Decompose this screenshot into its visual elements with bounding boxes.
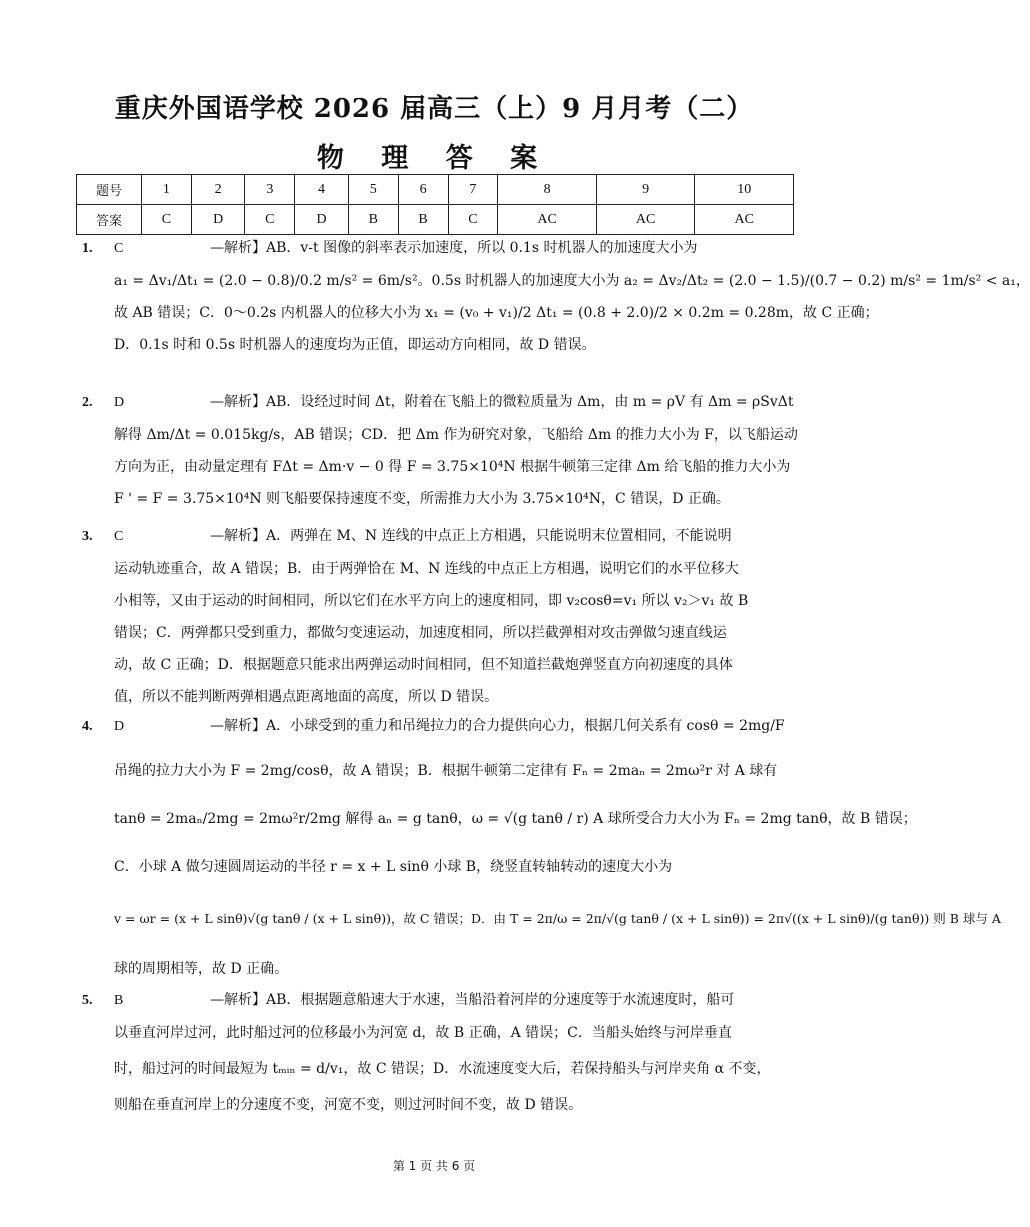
solution-line: C．小球 A 做匀速圆周运动的半径 r = x + L sinθ 小球 B，绕竖直转轴转动的速度大小为 (114, 859, 673, 875)
solution-line: 吊绳的拉力大小为 F = 2mg/cosθ，故 A 错误；B．根据牛顿第二定律有 Fₙ = 2maₙ = 2mω²r 对 A 球有 (114, 763, 778, 779)
solution-line: 方向为正，由动量定理有 FΔt = Δm·v − 0 得 F = 3.75×10⁴N 根据牛顿第三定律 Δm 给飞船的推力大小为 (114, 459, 791, 475)
question-answer: B (114, 993, 124, 1008)
question-number-cell: 9 (596, 175, 695, 205)
question-number-cell: 7 (448, 175, 498, 205)
solution-line: 则船在垂直河岸上的分速度不变，河宽不变，则过河时间不变，故 D 错误。 (114, 1097, 583, 1113)
solution-line (82, 520, 788, 553)
solution-line: 错误；C．两弹都只受到重力，都做匀变速运动，加速度相同，所以拦截弹相对攻击弹做匀速直线运 (114, 625, 727, 641)
solution-line: v = ωr = (x + L sinθ)√(g tanθ / (x + L sinθ))，故 C 错误；D．由 T = 2π/ω = 2π/√(g tanθ / (x + L sinθ)) = 2π√((x + L sinθ)/(g tanθ)) 则 B 球与 A (114, 911, 1001, 926)
answer-cell: B (348, 205, 398, 235)
answer-cell: C (448, 205, 498, 235)
answer-cell: C (245, 205, 295, 235)
solution-line: tanθ = 2maₙ/2mg = 2mω²r/2mg 解得 aₙ = g tanθ，ω = √(g tanθ / r) A 球所受合力大小为 Fₙ = 2mg tanθ，故 B 错误； (114, 811, 917, 827)
answer-cell: C (142, 205, 192, 235)
solution-line: 小相等，又由于运动的时间相同，所以它们在水平方向上的速度相同，即 v₂cosθ=v₁ 所以 v₂＞v₁ 故 B (114, 593, 749, 609)
answer-table (76, 174, 794, 235)
question-number: 5. (82, 993, 93, 1008)
solution-line: D．0.1s 时和 0.5s 时机器人的速度均为正值，即运动方向相同，故 D 错误。 (114, 337, 596, 353)
solution-line: 运动轨迹重合，故 A 错误；B．由于两弹恰在 M、N 连线的中点正上方相遇，说明它们的水平位移大 (114, 561, 739, 577)
answer-table-row-label: 题号 (77, 175, 142, 205)
solution-text: —解析】AB．设经过时间 Δt，附着在飞船上的微粒质量为 Δm，由 m = ρV 有 Δm = ρSvΔt (210, 394, 794, 410)
question-number-cell: 1 (142, 175, 192, 205)
answer-table-answer-row (77, 205, 794, 235)
solution-line: 动，故 C 正确；D．根据题意只能求出两弹运动时间相同，但不知道拦截炮弹竖直方向初速度的具体 (114, 657, 733, 673)
solution-line: 故 AB 错误；C．0～0.2s 内机器人的位移大小为 x₁ = (v₀ + v₁)/2 Δt₁ = (0.8 + 2.0)/2 × 0.2m = 0.28m，故 C 正确； (114, 305, 879, 321)
solution-line: a₁ = Δv₁/Δt₁ = (2.0 − 0.8)/0.2 m/s² = 6m/s²。0.5s 时机器人的加速度大小为 a₂ = Δv₂/Δt₂ = (2.0 − 1.5)/(0.7 − 0.2) m/s² = 1m/s² < a₁， (114, 273, 1030, 289)
question-number: 4. (82, 719, 93, 734)
question-answer: C (114, 241, 124, 256)
question-number: 2. (82, 395, 93, 410)
solution-line (82, 386, 794, 419)
question-number: 1. (82, 241, 93, 256)
page-subtitle: 物 理 答 案 (316, 143, 552, 174)
question-number-cell: 4 (295, 175, 349, 205)
answer-cell: AC (596, 205, 695, 235)
solution-text: —解析】AB．根据题意船速大于水速，当船沿着河岸的分速度等于水流速度时，船可 (210, 992, 735, 1008)
question-number-cell: 8 (498, 175, 597, 205)
solution-line: 球的周期相等，故 D 正确。 (114, 961, 289, 977)
question-answer: D (114, 395, 125, 410)
solution-2 (82, 386, 798, 515)
solution-1 (82, 232, 1030, 361)
solution-line (82, 984, 788, 1017)
solution-line: 以垂直河岸过河，此时船过河的位移最小为河宽 d，故 B 正确，A 错误；C．当船头始终与河岸垂直 (114, 1025, 732, 1041)
solution-3 (82, 520, 788, 713)
question-number-cell: 3 (245, 175, 295, 205)
solution-text: —解析】A．小球受到的重力和吊绳拉力的合力提供向心力，根据几何关系有 cosθ = 2mg/F (210, 718, 785, 734)
answer-cell: B (398, 205, 448, 235)
question-number-cell: 10 (695, 175, 794, 205)
page-title: 重庆外国语学校 2026 届高三（上）9 月月考（二） (114, 94, 754, 124)
question-number-cell: 2 (191, 175, 245, 205)
solution-4 (82, 706, 1001, 991)
solution-5 (82, 984, 788, 1121)
question-answer: C (114, 529, 124, 544)
page-footer: 第 1 页 共 6 页 (392, 1159, 476, 1173)
answer-table-number-row (77, 175, 794, 205)
answer-cell: D (295, 205, 349, 235)
question-answer: D (114, 719, 125, 734)
solution-line: 值，所以不能判断两弹相遇点距离地面的高度，所以 D 错误。 (114, 689, 499, 705)
question-number-cell: 5 (348, 175, 398, 205)
solution-text: —解析】AB．v-t 图像的斜率表示加速度，所以 0.1s 时机器人的加速度大小为 (210, 240, 698, 256)
answer-cell: D (191, 205, 245, 235)
solution-line: 解得 Δm/Δt = 0.015kg/s，AB 错误；CD．把 Δm 作为研究对象，飞船给 Δm 的推力大小为 F，以飞船运动 (114, 427, 798, 443)
solution-line (82, 232, 788, 265)
answer-cell: AC (695, 205, 794, 235)
answer-cell: AC (498, 205, 597, 235)
answer-table-row-label: 答案 (77, 205, 142, 235)
question-number-cell: 6 (398, 175, 448, 205)
solution-line: 时，船过河的时间最短为 tₘᵢₙ = d/v₁，故 C 错误；D．水流速度变大后，若保持船头与河岸夹角 α 不变， (114, 1061, 771, 1077)
solution-text: —解析】A．两弹在 M、N 连线的中点正上方相遇，只能说明末位置相同，不能说明 (210, 528, 732, 544)
solution-line (82, 706, 788, 747)
solution-line: F ' = F = 3.75×10⁴N 则飞船要保持速度不变，所需推力大小为 3.75×10⁴N，C 错误，D 正确。 (114, 491, 730, 507)
question-number: 3. (82, 529, 93, 544)
